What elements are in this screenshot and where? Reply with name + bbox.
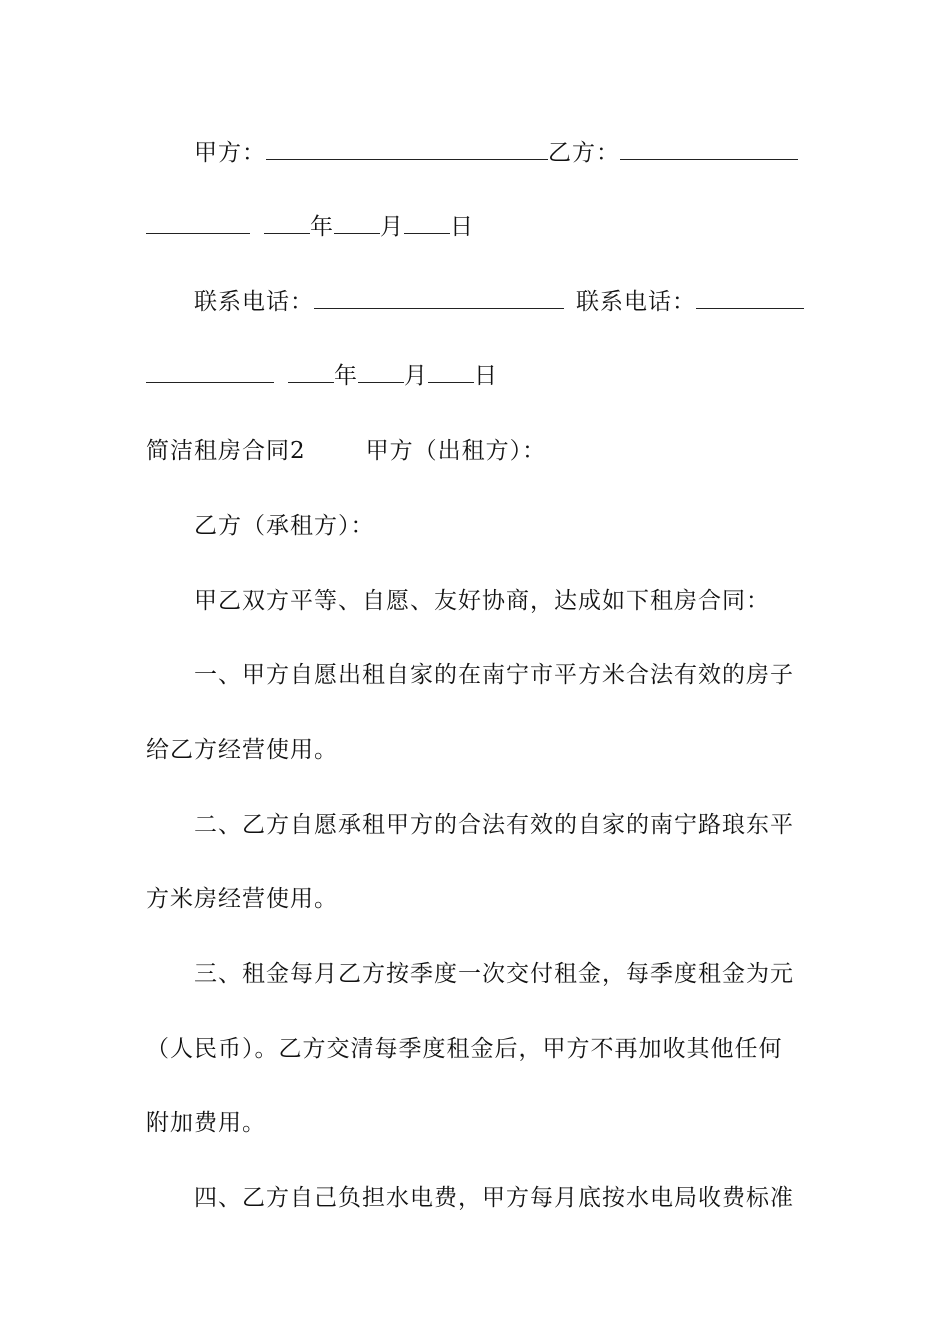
clause-3-line-2: （人民币）。乙方交清每季度租金后，甲方不再加收其他任何 bbox=[146, 1036, 783, 1062]
date-prefix-blank-2 bbox=[146, 362, 274, 383]
lessor-label: 甲方（出租方）： bbox=[365, 438, 547, 464]
clause-1-line-1: 一、甲方自愿出租自家的在南宁市平方米合法有效的房子 bbox=[194, 662, 794, 688]
lessee-label: 乙方（承租方）： bbox=[194, 513, 375, 539]
phone-label-b: 联系电话： bbox=[576, 289, 696, 315]
phone-label-a: 联系电话： bbox=[194, 289, 314, 315]
month-label-2: 月 bbox=[404, 363, 428, 389]
party-b-blank bbox=[620, 139, 798, 160]
phone-a-blank bbox=[314, 288, 564, 309]
date-row-1 bbox=[146, 212, 806, 242]
year-label: 年 bbox=[310, 214, 334, 240]
date-prefix-blank bbox=[146, 213, 250, 234]
clause-1-line-2: 给乙方经营使用。 bbox=[146, 737, 338, 763]
intro-paragraph: 甲乙双方平等、自愿、友好协商，达成如下租房合同： bbox=[194, 588, 770, 614]
day-label-2: 日 bbox=[474, 363, 498, 389]
day-blank-2 bbox=[428, 362, 474, 383]
month-blank bbox=[334, 213, 380, 234]
date-row-2 bbox=[146, 361, 806, 391]
year-blank bbox=[264, 213, 310, 234]
clause-3-line-1: 三、租金每月乙方按季度一次交付租金，每季度租金为元 bbox=[194, 961, 794, 987]
year-label-2: 年 bbox=[334, 363, 358, 389]
phone-row bbox=[194, 287, 806, 317]
day-blank bbox=[404, 213, 450, 234]
party-a-label: 甲方： bbox=[194, 140, 266, 166]
clause-2-line-2: 方米房经营使用。 bbox=[146, 886, 338, 912]
contract-title: 简洁租房合同2 bbox=[146, 438, 306, 464]
phone-b-blank bbox=[696, 288, 804, 309]
clause-4-line-1: 四、乙方自己负担水电费，甲方每月底按水电局收费标准 bbox=[194, 1185, 794, 1211]
clause-2-line-1: 二、乙方自愿承租甲方的合法有效的自家的南宁路琅东平 bbox=[194, 812, 794, 838]
party-b-label: 乙方： bbox=[548, 140, 620, 166]
day-label: 日 bbox=[450, 214, 474, 240]
party-signature-row bbox=[194, 138, 806, 168]
clause-3-line-3: 附加费用。 bbox=[146, 1110, 266, 1136]
month-blank-2 bbox=[358, 362, 404, 383]
party-a-blank bbox=[266, 139, 548, 160]
month-label: 月 bbox=[380, 214, 404, 240]
contract-heading-row bbox=[146, 436, 806, 466]
year-blank-2 bbox=[288, 362, 334, 383]
